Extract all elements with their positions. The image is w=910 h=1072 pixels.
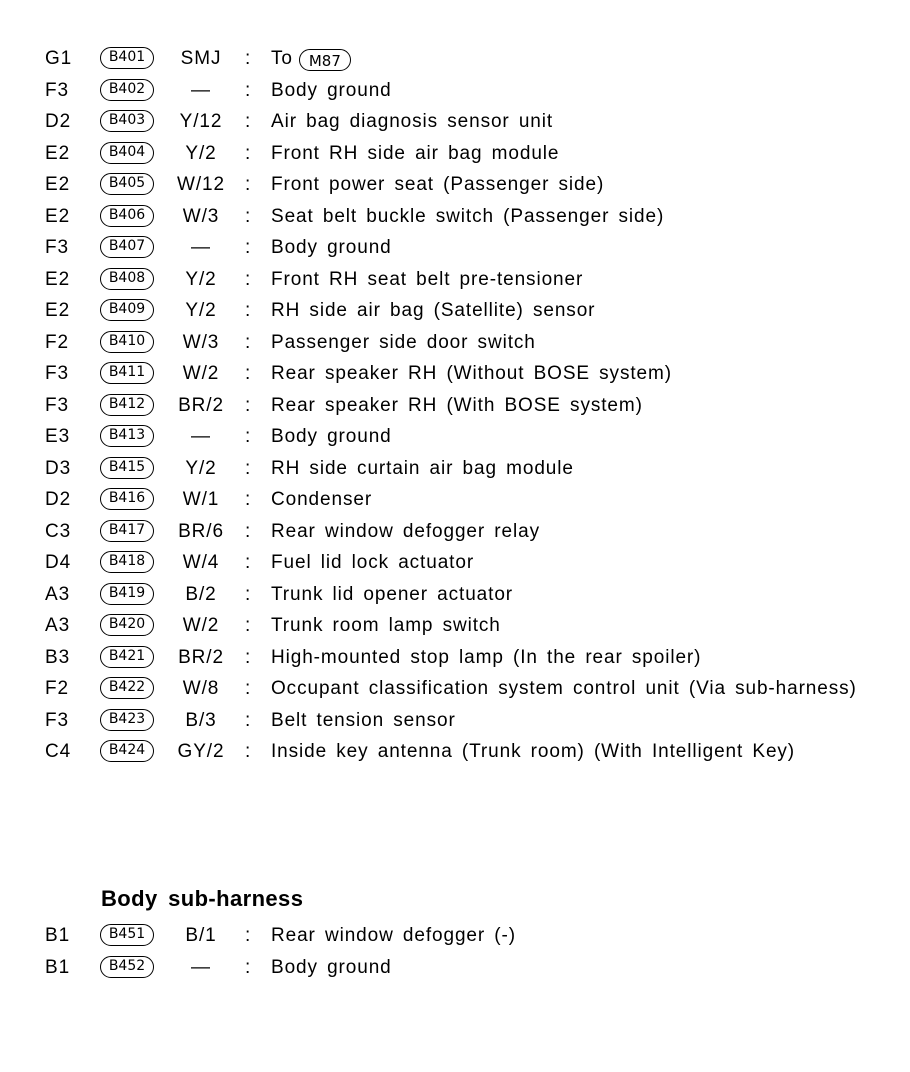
connector-description [271,332,536,354]
description-text: Body ground [271,237,392,258]
connector-number-badge: B408 [100,268,154,290]
separator-colon: : [245,741,252,762]
connector-description [271,237,392,259]
connector-type: W/4 [182,552,220,573]
description-text: Passenger side door switch [271,331,536,353]
separator-colon: : [245,268,252,290]
grid-reference: D2 [45,111,72,132]
connector-description [271,710,456,732]
connector-row [0,43,910,75]
grid-reference: F3 [45,394,69,416]
connector-type: W/2 [182,615,220,636]
section-title: Body sub-harness [101,886,304,911]
connector-description [271,741,795,763]
description-text: Rear window defogger relay [271,520,540,542]
connector-number-badge: B411 [100,362,154,384]
connector-type: Y/2 [185,300,217,321]
grid-reference: F2 [45,331,69,353]
connector-description [271,206,664,228]
description-text: RH side curtain air bag module [271,457,574,479]
connector-number-badge: B424 [100,740,154,762]
grid-reference: F2 [45,678,69,699]
connector-number-badge: B416 [100,488,154,510]
connector-row [0,358,910,390]
description-text: Air bag diagnosis sensor unit [271,111,554,132]
connector-type: W/3 [182,205,220,227]
connector-description [271,552,474,574]
connector-description [271,143,559,165]
separator-colon: : [245,678,252,699]
connector-type: BR/2 [178,394,224,416]
connector-description [271,174,604,196]
connector-row [0,610,910,642]
connector-row [0,516,910,548]
connector-row [0,201,910,233]
target-connector-badge: M87 [299,49,351,71]
sub-harness-connector-list [0,920,910,983]
connector-type: GY/2 [177,741,225,762]
connector-type: B/3 [185,709,217,731]
grid-reference: D3 [45,457,72,479]
connector-type: Y/2 [185,457,217,479]
separator-colon: : [245,709,252,731]
description-text: Front power seat (Passenger side) [271,174,605,195]
description-text: Fuel lid lock actuator [271,552,475,573]
connector-row [0,421,910,453]
connector-description [271,647,701,669]
connector-description [271,615,501,637]
connector-type: — [191,237,211,258]
connector-row [0,547,910,579]
connector-number-badge: B409 [100,299,154,321]
connector-type: Y/12 [179,111,223,132]
description-text: Belt tension sensor [271,709,456,731]
separator-colon: : [245,552,252,573]
connector-description [271,363,672,385]
connector-type: BR/2 [178,646,224,668]
connector-number-badge: B421 [100,646,154,668]
connector-list [0,43,910,768]
connector-type: W/8 [182,678,220,699]
connector-number-badge: B404 [100,142,154,164]
separator-colon: : [245,925,252,946]
description-text: Front RH seat belt pre-tensioner [271,268,584,290]
separator-colon: : [245,520,252,542]
connector-description [271,269,583,291]
connector-number-badge: B412 [100,394,154,416]
description-text: Body ground [271,426,392,447]
connector-number-badge: B403 [100,110,154,132]
description-text: Rear window defogger (-) [271,925,516,946]
description-text: Trunk lid opener actuator [271,583,514,605]
connector-description [271,80,392,102]
connector-number-badge: B419 [100,583,154,605]
grid-reference: F3 [45,709,69,731]
connector-number-badge: B410 [100,331,154,353]
grid-reference: E2 [45,300,71,321]
description-text: High-mounted stop lamp (In the rear spoiler) [271,646,702,668]
connector-row [0,327,910,359]
connector-number-badge: B405 [100,173,154,195]
separator-colon: : [245,300,252,321]
connector-description [271,48,351,71]
connector-description [271,521,540,543]
connector-number-badge: B417 [100,520,154,542]
connector-description [271,678,857,700]
connector-number-badge: B402 [100,79,154,101]
connector-type: — [191,79,211,101]
connector-number-badge: B420 [100,614,154,636]
connector-description [271,957,392,979]
separator-colon: : [245,583,252,605]
separator-colon: : [245,615,252,636]
connector-type: SMJ [180,48,222,69]
separator-colon: : [245,394,252,416]
separator-colon: : [245,48,252,69]
grid-reference: C3 [45,520,72,542]
separator-colon: : [245,142,252,164]
connector-number-badge: B415 [100,457,154,479]
connector-row [0,484,910,516]
description-text: RH side air bag (Satellite) sensor [271,300,596,321]
connector-description [271,395,643,417]
connector-type: W/12 [177,174,225,195]
connector-row [0,138,910,170]
connector-description [271,489,372,511]
connector-row [0,705,910,737]
grid-reference: B1 [45,925,71,946]
separator-colon: : [245,646,252,668]
description-text: Body ground [271,79,392,101]
connector-row [0,579,910,611]
grid-reference: B3 [45,646,71,668]
connector-type: W/1 [182,489,220,510]
grid-reference: F3 [45,363,69,384]
grid-reference: A3 [45,583,71,605]
grid-reference: F3 [45,237,69,258]
separator-colon: : [245,174,252,195]
grid-reference: E3 [45,426,71,447]
separator-colon: : [245,956,252,978]
description-text: Body ground [271,956,392,978]
separator-colon: : [245,331,252,353]
connector-description [271,458,574,480]
connector-row [0,673,910,705]
grid-reference: C4 [45,741,72,762]
grid-reference: E2 [45,142,71,164]
connector-type: W/3 [182,331,220,353]
description-text: Inside key antenna (Trunk room) (With Intelligent Key) [271,741,796,762]
connector-row [0,264,910,296]
connector-type: — [191,426,211,447]
description-text: To [271,48,293,69]
grid-reference: B1 [45,956,71,978]
connector-type: Y/2 [185,142,217,164]
connector-description [271,111,553,133]
separator-colon: : [245,111,252,132]
connector-row [0,736,910,768]
separator-colon: : [245,237,252,258]
connector-row [0,453,910,485]
grid-reference: E2 [45,174,71,195]
connector-number-badge: B451 [100,924,154,946]
connector-type: BR/6 [178,520,224,542]
grid-reference: D2 [45,489,72,510]
connector-type: B/1 [185,925,217,946]
description-text: Front RH side air bag module [271,142,560,164]
connector-row [0,75,910,107]
separator-colon: : [245,79,252,101]
connector-description [271,426,392,448]
connector-row [0,952,910,984]
connector-row [0,169,910,201]
grid-reference: D4 [45,552,72,573]
grid-reference: A3 [45,615,71,636]
description-text: Rear speaker RH (Without BOSE system) [271,363,672,384]
grid-reference: E2 [45,268,71,290]
separator-colon: : [245,489,252,510]
connector-row [0,390,910,422]
connector-number-badge: B407 [100,236,154,258]
connector-row [0,232,910,264]
description-text: Rear speaker RH (With BOSE system) [271,394,643,416]
description-text: Seat belt buckle switch (Passenger side) [271,205,665,227]
connector-description [271,584,513,606]
separator-colon: : [245,363,252,384]
description-text: Condenser [271,489,373,510]
grid-reference: F3 [45,79,69,101]
connector-number-badge: B413 [100,425,154,447]
connector-type: B/2 [185,583,217,605]
connector-description [271,300,595,322]
separator-colon: : [245,426,252,447]
connector-description [271,925,516,947]
connector-type: — [191,956,211,978]
connector-type: W/2 [182,363,220,384]
grid-reference: G1 [45,48,73,69]
connector-type: Y/2 [185,268,217,290]
grid-reference: E2 [45,205,71,227]
separator-colon: : [245,205,252,227]
connector-row [0,642,910,674]
connector-number-badge: B452 [100,956,154,978]
connector-number-badge: B423 [100,709,154,731]
description-text: Trunk room lamp switch [271,615,501,636]
connector-number-badge: B422 [100,677,154,699]
description-text: Occupant classification system control unit (Via sub-harness) [271,678,857,699]
connector-row [0,106,910,138]
connector-row [0,295,910,327]
connector-number-badge: B418 [100,551,154,573]
connector-number-badge: B406 [100,205,154,227]
connector-row [0,920,910,952]
separator-colon: : [245,457,252,479]
connector-number-badge: B401 [100,47,154,69]
